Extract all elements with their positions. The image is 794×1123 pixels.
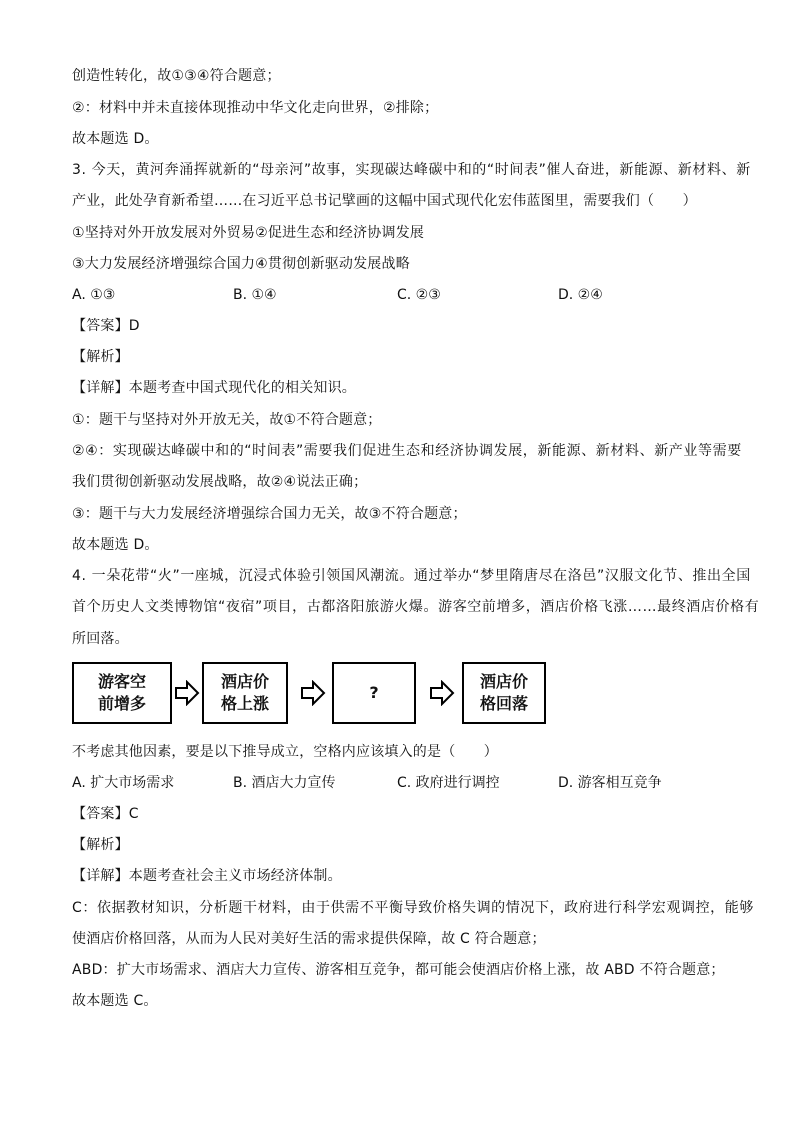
question-4-option-c: C. 政府进行调控	[397, 775, 500, 791]
arrow-right-icon	[300, 680, 326, 706]
question-4-stem-line-1: 4. 一朵花带“火”一座城，沉浸式体验引领国风潮流。通过举办“梦里隋唐尽在洛邑”汉服文化节、推出全国	[72, 568, 751, 584]
question-3-option-d: D. ②④	[558, 287, 603, 303]
answer-label: 【答案】C	[72, 806, 139, 822]
text-line: 我们贯彻创新驱动发展战略，故②④说法正确；	[72, 474, 368, 490]
question-4-stem-line-2: 首个历史人文类博物馆“夜宿”项目，古都洛阳旅游火爆。游客空前增多，酒店价格飞涨……最终酒店价格有	[72, 599, 760, 615]
question-3-stem-line-2: 产业，此处孕育新希望……在习近平总书记擘画的这幅中国式现代化宏伟蓝图里，需要我们（ ）	[72, 193, 697, 209]
text-line: ③：题干与大力发展经济增强综合国力无关，故③不符合题意；	[72, 506, 467, 522]
text-line: ①：题干与坚持对外开放无关，故①不符合题意；	[72, 412, 382, 428]
text-line: 故本题选 C。	[72, 993, 158, 1009]
text-line: 故本题选 D。	[72, 537, 159, 553]
arrow-right-icon	[174, 680, 200, 706]
text-line: ABD：扩大市场需求、酒店大力宣传、游客相互竞争，都可能会使酒店价格上涨，故 ABD 不符合题意；	[72, 962, 725, 978]
text-line: 故本题选 D。	[72, 131, 159, 147]
detail-label: 【详解】本题考查中国式现代化的相关知识。	[72, 380, 356, 396]
flow-box-blank: ?	[332, 662, 416, 724]
question-3-option-b: B. ①④	[233, 287, 277, 303]
question-4-option-d: D. 游客相互竞争	[558, 775, 662, 791]
flow-box-price-down: 酒店价格回落	[462, 662, 546, 724]
flow-box-price-up: 酒店价格上涨	[202, 662, 288, 724]
detail-label: 【详解】本题考查社会主义市场经济体制。	[72, 868, 342, 884]
question-4-prompt: 不考虑其他因素，要是以下推导成立，空格内应该填入的是（ ）	[72, 744, 498, 760]
flow-box-tourists: 游客空前增多	[72, 662, 172, 724]
text-line: 创造性转化，故①③④符合题意；	[72, 68, 281, 84]
text-line: ②：材料中并未直接体现推动中华文化走向世界，②排除；	[72, 100, 439, 116]
flow-diagram	[72, 662, 552, 728]
arrow-right-icon	[429, 680, 455, 706]
question-3-stem-line-1: 3. 今天，黄河奔涌挥就新的“母亲河”故事，实现碳达峰碳中和的“时间表”催人奋进，新能源、新材料、新	[72, 162, 751, 178]
text-line: ②④：实现碳达峰碳中和的“时间表”需要我们促进生态和经济协调发展，新能源、新材料、新产业等需要	[72, 443, 742, 459]
analysis-label: 【解析】	[72, 837, 129, 853]
question-3-statement-line-1: ①坚持对外开放发展对外贸易②促进生态和经济协调发展	[72, 225, 425, 241]
question-3-statement-line-2: ③大力发展经济增强综合国力④贯彻创新驱动发展战略	[72, 256, 410, 272]
question-3-option-c: C. ②③	[397, 287, 441, 303]
question-4-stem-line-3: 所回落。	[72, 631, 129, 647]
analysis-label: 【解析】	[72, 349, 129, 365]
text-line: 使酒店价格回落，从而为人民对美好生活的需求提供保障，故 C 符合题意；	[72, 931, 546, 947]
question-4-option-b: B. 酒店大力宣传	[233, 775, 336, 791]
answer-label: 【答案】D	[72, 318, 140, 334]
question-3-option-a: A. ①③	[72, 287, 116, 303]
text-line: C：依据教材知识，分析题干材料，由于供需不平衡导致价格失调的情况下，政府进行科学宏观调控，能够	[72, 900, 754, 916]
question-4-option-a: A. 扩大市场需求	[72, 775, 175, 791]
